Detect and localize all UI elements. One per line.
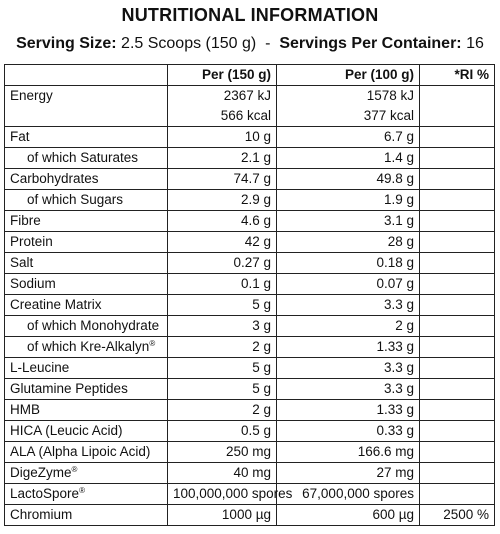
nutrient-name-text: of which Kre-Alkalyn: [27, 339, 150, 354]
value-per-100g: 1.33 g: [277, 337, 420, 358]
value-ri-percent: 2500 %: [420, 505, 495, 526]
value-per-150g: 5 g: [168, 379, 277, 400]
energy-row-kcal: [5, 106, 495, 127]
table-row: [5, 379, 495, 400]
header-per-100g: Per (100 g): [277, 65, 420, 86]
value-per-150g: 40 mg: [168, 463, 277, 484]
nutrient-name-text: Carbohydrates: [10, 171, 99, 186]
value-ri-percent: [420, 442, 495, 463]
table-row: [5, 253, 495, 274]
nutrient-name: [5, 190, 168, 211]
value-ri-percent: [420, 253, 495, 274]
table-row: [5, 463, 495, 484]
nutrient-name-text: of which Saturates: [27, 150, 139, 165]
value-per-150g: 1000 µg: [168, 505, 277, 526]
value-ri-percent: [420, 232, 495, 253]
table-row: [5, 211, 495, 232]
table-row: [5, 127, 495, 148]
value-ri-percent: [420, 316, 495, 337]
value-per-150g: 2.9 g: [168, 190, 277, 211]
nutrient-name-text: Glutamine Peptides: [10, 381, 128, 396]
table-row: [5, 316, 495, 337]
value-per-150g: 74.7 g: [168, 169, 277, 190]
registered-mark: ®: [149, 339, 156, 348]
value-ri-percent: [420, 484, 495, 505]
energy-label: Energy: [5, 86, 168, 107]
nutrient-name-text: Fat: [10, 129, 30, 144]
nutrient-name-text: HMB: [10, 402, 40, 417]
value-ri-percent: [420, 421, 495, 442]
value-per-100g: 3.3 g: [277, 295, 420, 316]
energy-ri: [420, 86, 495, 107]
value-per-100g: 166.6 mg: [277, 442, 420, 463]
value-ri-percent: [420, 358, 495, 379]
value-per-100g: 1.4 g: [277, 148, 420, 169]
nutrient-name: [5, 169, 168, 190]
value-ri-percent: [420, 295, 495, 316]
value-per-100g: 0.33 g: [277, 421, 420, 442]
nutrient-name: [5, 253, 168, 274]
value-per-100g: 0.18 g: [277, 253, 420, 274]
value-ri-percent: [420, 148, 495, 169]
value-ri-percent: [420, 127, 495, 148]
energy-kcal-100: 377 kcal: [277, 106, 420, 127]
nutrient-name: [5, 463, 168, 484]
value-per-100g: 600 µg: [277, 505, 420, 526]
nutrient-name: [5, 295, 168, 316]
nutrient-name-text: Sodium: [10, 276, 56, 291]
registered-mark: ®: [71, 465, 78, 474]
value-per-100g: 1.33 g: [277, 400, 420, 421]
serving-size-value: 2.5 Scoops (150 g): [121, 35, 257, 52]
value-ri-percent: [420, 274, 495, 295]
nutrient-name-text: Protein: [10, 234, 53, 249]
nutrient-name: [5, 148, 168, 169]
value-ri-percent: [420, 379, 495, 400]
nutrient-name: [5, 421, 168, 442]
nutrient-name: [5, 379, 168, 400]
serving-separator: -: [265, 35, 271, 52]
value-per-150g: 2.1 g: [168, 148, 277, 169]
nutrient-name: [5, 127, 168, 148]
nutrition-table: [4, 64, 495, 526]
value-ri-percent: [420, 211, 495, 232]
value-per-100g: 3.1 g: [277, 211, 420, 232]
table-row: [5, 358, 495, 379]
energy-label-cont: [5, 106, 168, 127]
table-row: [5, 274, 495, 295]
nutrient-name-text: Chromium: [10, 507, 73, 522]
value-per-100g: 49.8 g: [277, 169, 420, 190]
nutrient-name: [5, 400, 168, 421]
value-per-150g: 0.5 g: [168, 421, 277, 442]
value-per-100g: 6.7 g: [277, 127, 420, 148]
value-per-150g: 0.27 g: [168, 253, 277, 274]
nutrient-name-text: Salt: [10, 255, 34, 270]
servings-per-container-value: 16: [466, 35, 484, 52]
value-per-150g: 10 g: [168, 127, 277, 148]
value-per-150g: 100,000,000 spores: [168, 484, 277, 505]
nutrient-name: [5, 505, 168, 526]
nutrient-name-text: HICA (Leucic Acid): [10, 423, 123, 438]
nutrient-name: [5, 274, 168, 295]
value-per-150g: 5 g: [168, 295, 277, 316]
value-ri-percent: [420, 190, 495, 211]
nutrient-name: [5, 211, 168, 232]
value-per-150g: 5 g: [168, 358, 277, 379]
value-ri-percent: [420, 169, 495, 190]
value-per-150g: 250 mg: [168, 442, 277, 463]
energy-kj-150: 2367 kJ: [168, 86, 277, 107]
header-ri-percent: *RI %: [420, 65, 495, 86]
value-ri-percent: [420, 463, 495, 484]
energy-kcal-150: 566 kcal: [168, 106, 277, 127]
table-row: [5, 232, 495, 253]
nutrient-name-text: of which Sugars: [27, 192, 124, 207]
table-row: [5, 295, 495, 316]
energy-row-kj: [5, 86, 495, 107]
table-row: [5, 169, 495, 190]
table-row: [5, 421, 495, 442]
table-row: [5, 484, 495, 505]
value-per-100g: 3.3 g: [277, 379, 420, 400]
value-ri-percent: [420, 400, 495, 421]
energy-kj-100: 1578 kJ: [277, 86, 420, 107]
nutrient-name: [5, 316, 168, 337]
value-per-100g: 67,000,000 spores: [277, 484, 420, 505]
value-ri-percent: [420, 337, 495, 358]
nutrient-name: [5, 484, 168, 505]
nutrient-name-text: Fibre: [10, 213, 41, 228]
table-row: [5, 442, 495, 463]
header-per-150g: Per (150 g): [168, 65, 277, 86]
table-row: [5, 505, 495, 526]
table-row: [5, 148, 495, 169]
value-per-150g: 42 g: [168, 232, 277, 253]
value-per-100g: 27 mg: [277, 463, 420, 484]
table-header-row: [5, 65, 495, 86]
registered-mark: ®: [79, 486, 85, 495]
nutrient-name: [5, 442, 168, 463]
value-per-150g: 4.6 g: [168, 211, 277, 232]
value-per-150g: 3 g: [168, 316, 277, 337]
nutrient-name: [5, 358, 168, 379]
value-per-150g: 2 g: [168, 337, 277, 358]
nutrient-name-text: Creatine Matrix: [10, 297, 102, 312]
value-per-150g: 2 g: [168, 400, 277, 421]
value-per-100g: 0.07 g: [277, 274, 420, 295]
value-per-100g: 28 g: [277, 232, 420, 253]
table-row: [5, 400, 495, 421]
nutrient-name-text: DigeZyme: [10, 465, 72, 480]
table-row: [5, 190, 495, 211]
energy-kcal-ri: [420, 106, 495, 127]
panel-title: NUTRITIONAL INFORMATION: [121, 5, 379, 25]
serving-size-label: Serving Size:: [16, 35, 117, 52]
serving-info: [0, 35, 500, 53]
value-per-100g: 2 g: [277, 316, 420, 337]
nutrient-name: [5, 232, 168, 253]
value-per-100g: 1.9 g: [277, 190, 420, 211]
nutrient-name-text: of which Monohydrate: [27, 318, 160, 333]
table-row: [5, 337, 495, 358]
nutrient-name: [5, 337, 168, 358]
nutrient-name-text: L-Leucine: [10, 360, 70, 375]
nutrient-name-text: ALA (Alpha Lipoic Acid): [10, 444, 151, 459]
header-nutrient: [5, 65, 168, 86]
value-per-150g: 0.1 g: [168, 274, 277, 295]
nutrient-name-text: LactoSpore: [10, 486, 80, 501]
value-per-100g: 3.3 g: [277, 358, 420, 379]
servings-per-container-label: Servings Per Container:: [279, 35, 462, 52]
